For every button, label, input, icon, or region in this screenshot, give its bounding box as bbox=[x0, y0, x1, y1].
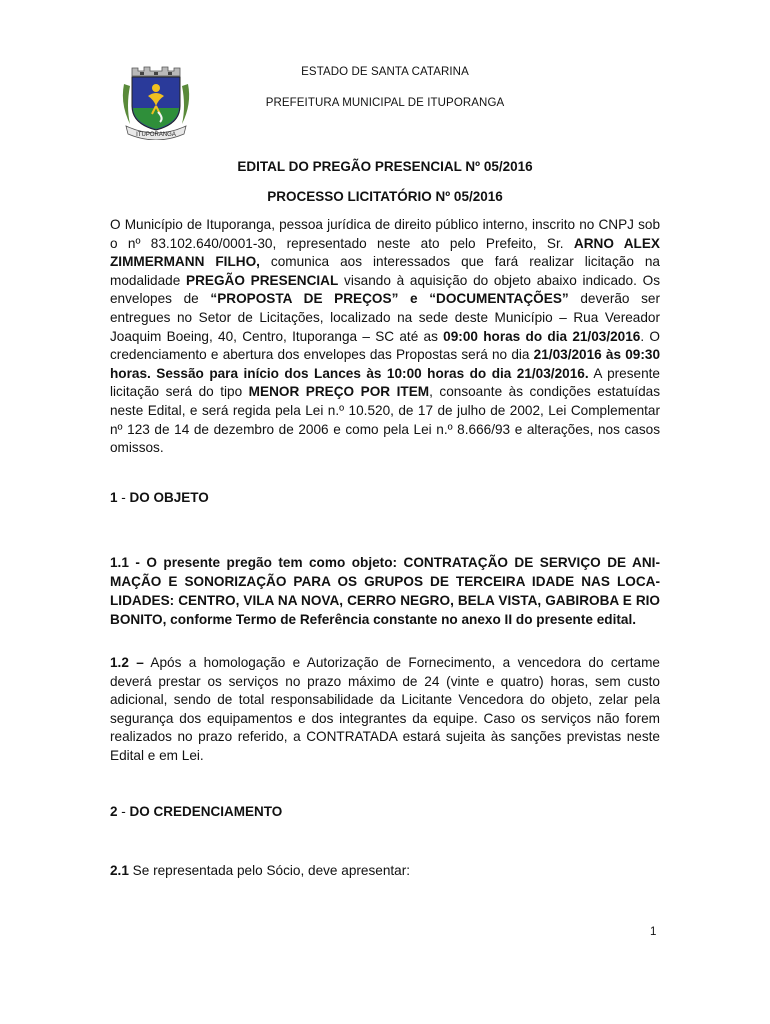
intro-text: O Município de Ituporanga, pessoa jurídica de direito público interno, inscrito no CNPJ sob o nº 83.102.640/0001-30, representado neste ato pelo Prefeito, Sr. bbox=[110, 217, 660, 251]
prefecture-heading: PREFEITURA MUNICIPAL DE ITUPORANGA bbox=[265, 97, 505, 109]
item-text: Após a homologação e Autorização de Fornecimento, a vencedora do certame deverá prestar os serviços no prazo máximo de 24 (vinte e quatro) horas, sem custo adicional, sendo de total responsabilidade da Licitante Vencedora do objeto, zelar pela segurança dos equipamentos e dos integrantes da equipe. Caso os serviços não forem realizados no prazo referido, a CONTRATADA estará sujeita às sanções previstas neste Edital e em Lei. bbox=[110, 655, 660, 763]
section-title: DO OBJETO bbox=[129, 490, 209, 505]
section-number: 1 bbox=[110, 490, 118, 505]
item-1-2 bbox=[110, 654, 660, 766]
municipal-crest-logo bbox=[118, 62, 194, 140]
edital-title: EDITAL DO PREGÃO PRESENCIAL Nº 05/2016 bbox=[237, 159, 533, 174]
section-separator: - bbox=[117, 490, 130, 505]
section-title: DO CREDENCIAMENTO bbox=[129, 804, 283, 819]
intro-bold-envelopes: “PROPOSTA DE PREÇOS” e “DOCUMENTAÇÕES” bbox=[210, 291, 569, 307]
intro-text: visando à aquisição do objeto abaixo indicado. Os envelopes de bbox=[110, 272, 660, 307]
intro-text: deverão ser entregues no Setor de Licitações, localizado na sede deste Município – Rua Vereador Joaquim Boeing, 40, Centro, Ituporanga – SC até as bbox=[110, 291, 660, 344]
item-2-1 bbox=[110, 862, 660, 881]
intro-paragraph bbox=[110, 216, 660, 458]
intro-bold-type: MENOR PREÇO POR ITEM bbox=[248, 384, 430, 400]
intro-bold-session: 21/03/2016 às 09:30 horas. Sessão para início dos Lances às 10:00 horas do dia 21/03/2016. bbox=[110, 347, 661, 381]
item-number: 2.1 bbox=[110, 863, 129, 878]
intro-text: comunica aos interessados que fará realizar licitação na modalidade bbox=[110, 254, 660, 288]
page-number: 1 bbox=[650, 926, 657, 938]
item-1-1: 1.1 - O presente pregão tem como objeto: CONTRATAÇÃO DE SERVIÇO DE ANI-MAÇÃO E SONORIZAÇÃO PARA OS GRUPOS DE TERCEIRA IDADE NAS LOCA-LIDADES: CENTRO, VILA NA NOVA, CERRO NEGRO, BELA VISTA, GABIROBA E RIO BONITO, conforme Termo de Referência constante no anexo II do presente edital. bbox=[110, 555, 660, 627]
crest-banner-text: ITUPORANGA bbox=[136, 132, 176, 138]
item-number: 1.2 – bbox=[110, 655, 144, 670]
processo-title: PROCESSO LICITATÓRIO Nº 05/2016 bbox=[267, 189, 503, 204]
item-text: Se representada pelo Sócio, deve apresentar: bbox=[128, 863, 411, 878]
section-1-heading bbox=[110, 490, 209, 505]
intro-bold-mayor: ARNO ALEX ZIMMERMANN FILHO, bbox=[110, 235, 660, 270]
intro-bold-modality: PREGÃO PRESENCIAL bbox=[186, 272, 339, 288]
intro-text: A presente licitação será do tipo bbox=[110, 365, 660, 400]
section-2-heading bbox=[110, 804, 282, 819]
intro-bold-deadline: 09:00 horas do dia 21/03/2016 bbox=[443, 328, 641, 344]
section-separator: - bbox=[117, 804, 130, 819]
intro-text: , consoante às condições estatuídas neste Edital, e será regida pela Lei n.º 10.520, de 17 de julho de 2002, Lei Complementar nº 123 de 14 de dezembro de 2006 e como pela Lei n.º 8.666/93 e alterações, nos casos omissos. bbox=[110, 384, 660, 456]
state-heading: ESTADO DE SANTA CATARINA bbox=[301, 66, 469, 78]
section-number: 2 bbox=[110, 804, 118, 819]
intro-text: . O credenciamento e abertura dos envelopes das Propostas será no dia bbox=[110, 328, 660, 363]
